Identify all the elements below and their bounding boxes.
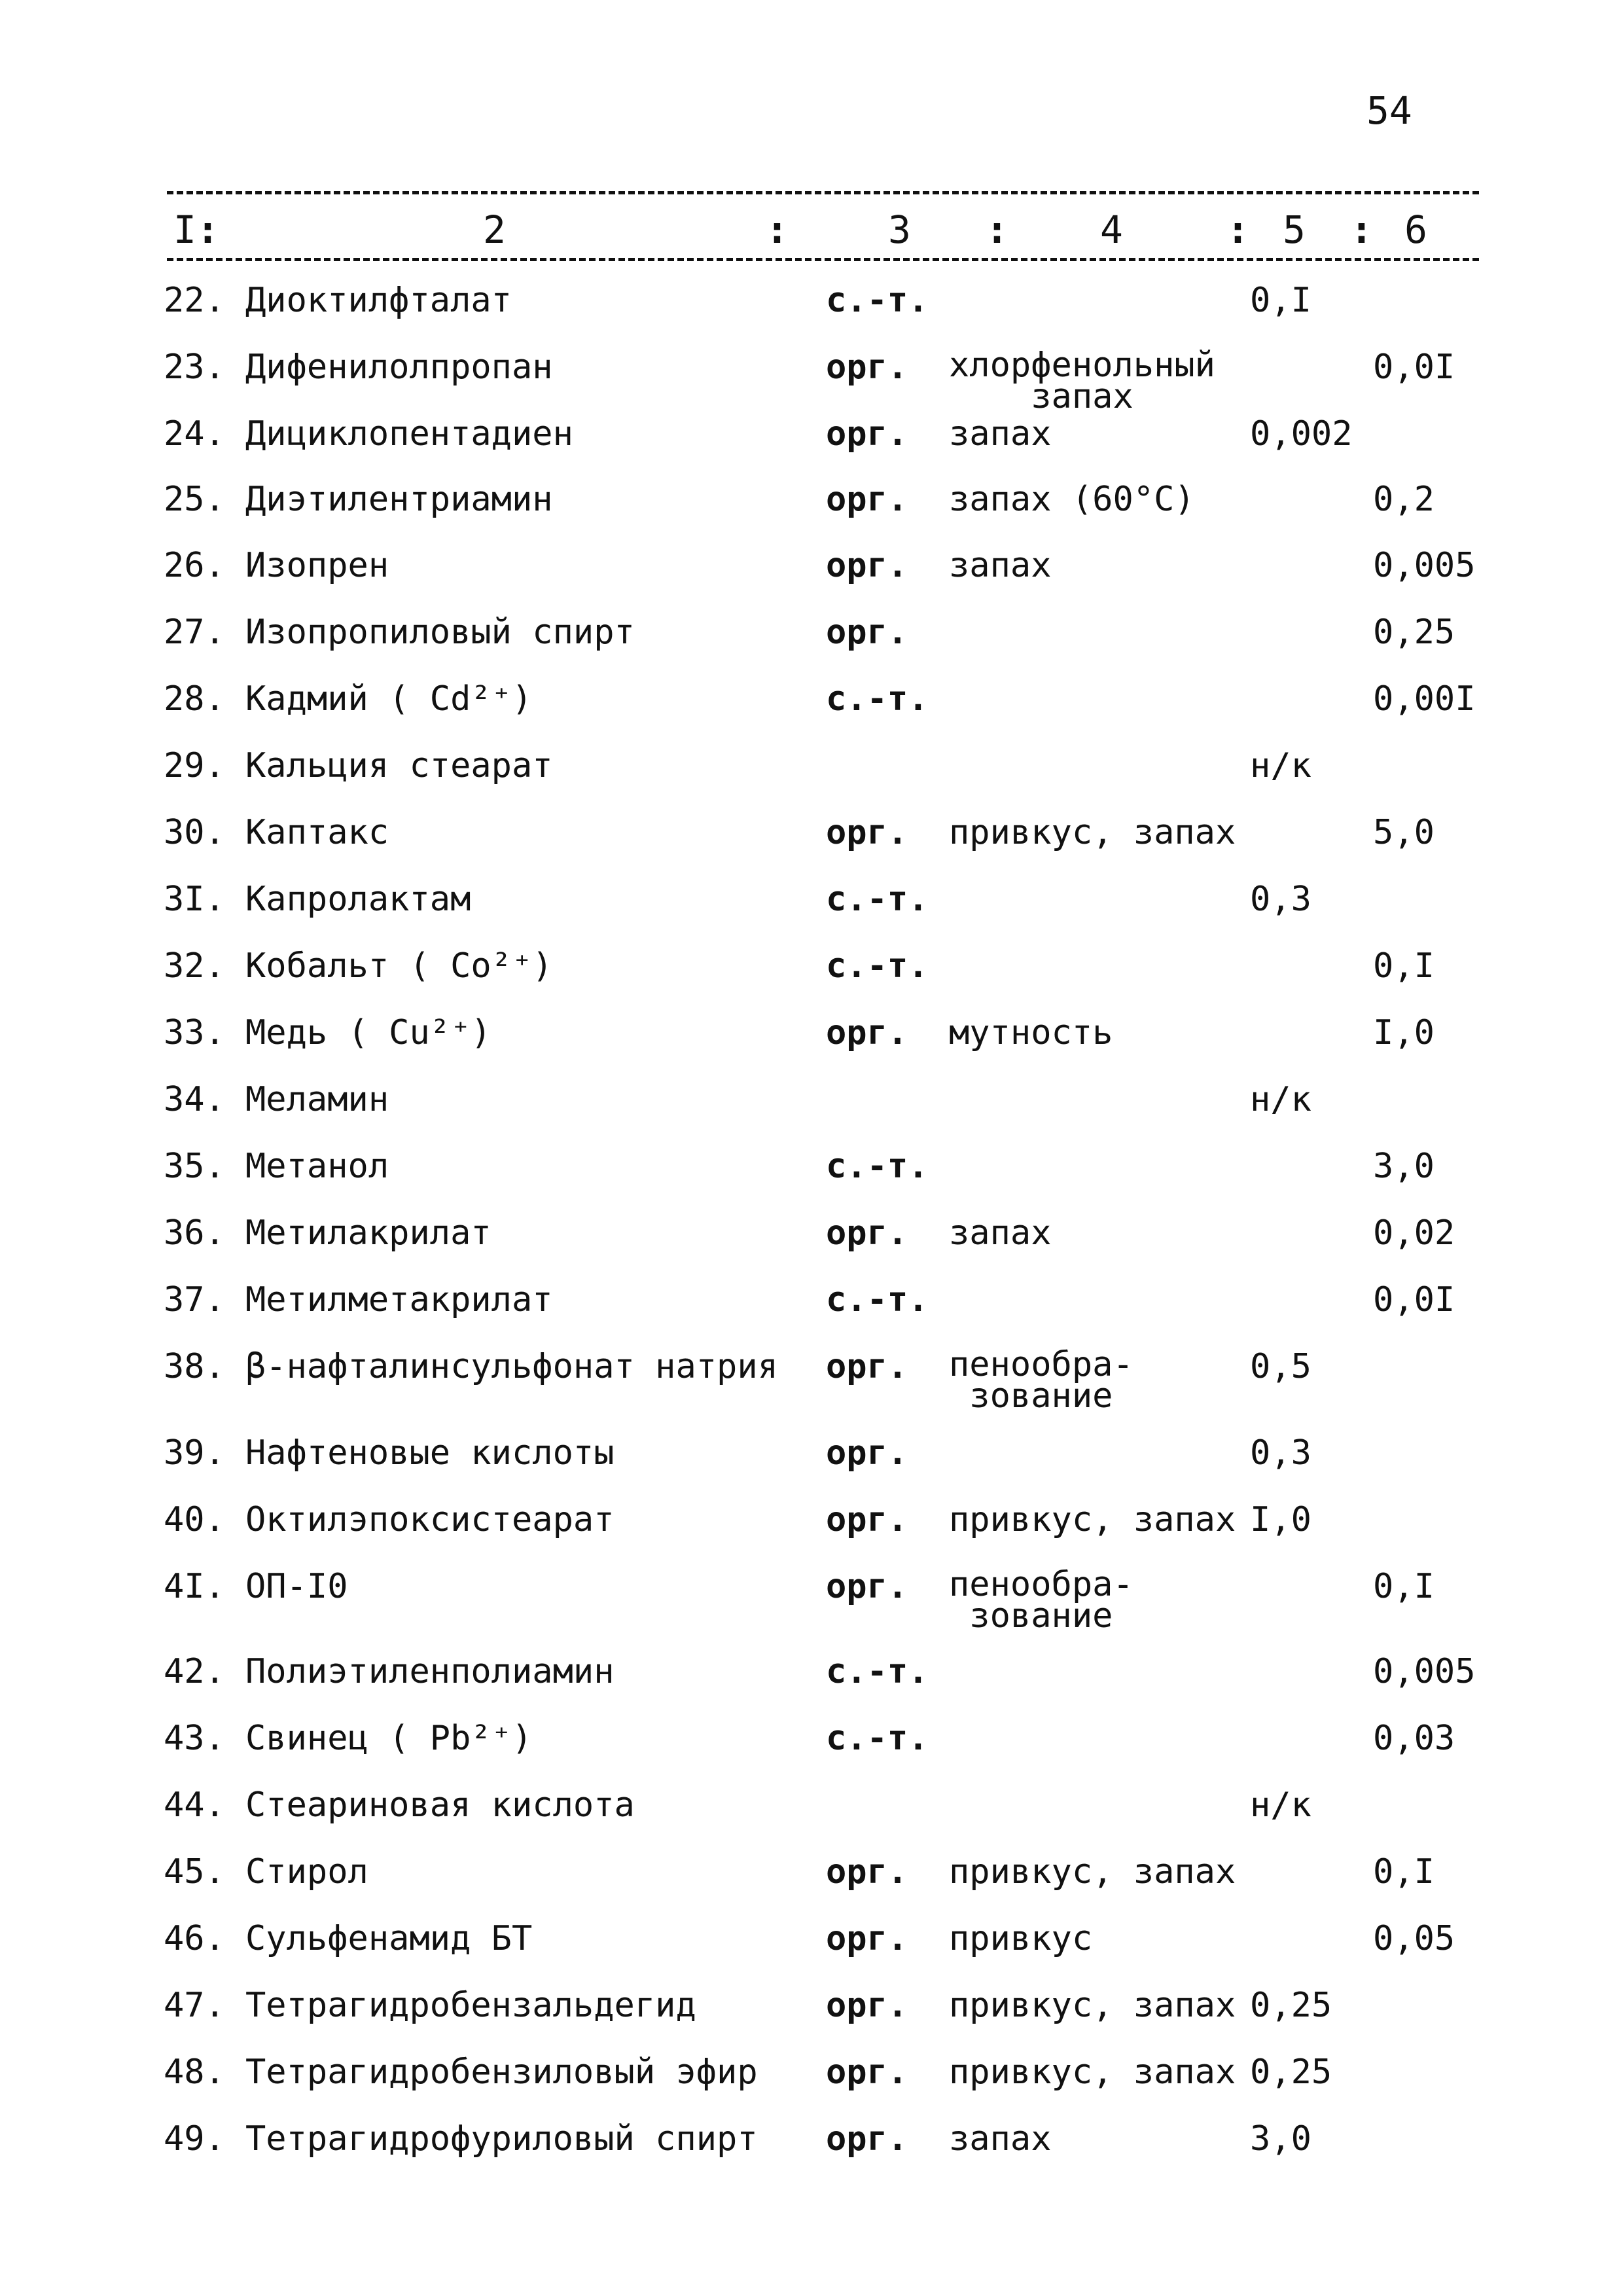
substance-name: Стирол — [245, 1852, 368, 1892]
row-number: 25. — [164, 480, 225, 519]
substance-name: Каптакс — [245, 813, 389, 852]
substance-name: Капролактам — [245, 880, 471, 919]
substance-name: Полиэтиленполиамин — [245, 1652, 615, 1691]
table-row — [0, 283, 1623, 323]
column-header-4: 4 — [1100, 207, 1123, 252]
harmfulness-sign: привкус, запах — [949, 1852, 1236, 1892]
column-separator: : — [1226, 207, 1249, 252]
row-number: 35. — [164, 1147, 225, 1186]
row-number: 48. — [164, 2053, 225, 2092]
row-number: 26. — [164, 546, 225, 585]
table-row — [0, 1852, 1623, 1894]
hazard-indicator: орг. — [826, 1852, 908, 1892]
substance-name: Медь ( Cu²⁺) — [245, 1013, 491, 1052]
value-col-6: 0,03 — [1373, 1719, 1455, 1758]
table-row — [0, 946, 1623, 988]
header-bottom-rule — [167, 258, 1479, 261]
row-number: 28. — [164, 679, 225, 719]
harmfulness-sign: хлорфенольный запах — [949, 346, 1215, 416]
value-col-6: 0,I — [1373, 1852, 1435, 1892]
row-number: 34. — [164, 1080, 225, 1119]
substance-name: Кальция стеарат — [245, 746, 553, 785]
column-separator: : — [766, 207, 789, 252]
substance-name: Метилакрилат — [245, 1213, 491, 1253]
hazard-indicator: орг. — [826, 613, 908, 652]
table-row — [0, 1988, 1623, 2028]
value-col-5: 3,0 — [1250, 2119, 1311, 2159]
table-row — [0, 2119, 1623, 2161]
hazard-indicator: с.-т. — [826, 1280, 929, 1319]
row-number: 30. — [164, 813, 225, 852]
column-header-1: I — [173, 207, 196, 252]
table-row — [0, 1280, 1623, 1322]
value-col-6: 0,0I — [1373, 1280, 1455, 1319]
substance-name: Изопрен — [245, 546, 389, 585]
hazard-indicator: орг. — [826, 1986, 908, 2025]
substance-name: Диэтилентриамин — [245, 480, 553, 519]
hazard-indicator: орг. — [826, 813, 908, 852]
page-number: 54 — [1366, 88, 1412, 133]
substance-name: β-нафталинсульфонат натрия — [245, 1347, 778, 1386]
table-row — [0, 482, 1623, 522]
table-row — [0, 1721, 1623, 1761]
substance-name: Диоктилфталат — [245, 281, 512, 320]
table-row — [0, 1785, 1623, 1827]
table-row — [0, 548, 1623, 588]
column-separator: : — [986, 207, 1008, 252]
substance-name: Дициклопентадиен — [245, 414, 573, 454]
substance-name: Дифенилолпропан — [245, 348, 553, 387]
table-row — [0, 882, 1623, 922]
substance-name: Кадмий ( Cd²⁺) — [245, 679, 533, 719]
row-number: 37. — [164, 1280, 225, 1319]
value-col-5: н/к — [1250, 1785, 1311, 1825]
value-col-5: 0,25 — [1250, 1986, 1332, 2025]
substance-name: Сульфенамид БТ — [245, 1919, 533, 1958]
substance-name: Октилэпоксистеарат — [245, 1500, 615, 1539]
hazard-indicator: орг. — [826, 1500, 908, 1539]
row-number: 47. — [164, 1986, 225, 2025]
harmfulness-sign: привкус, запах — [949, 1500, 1236, 1539]
value-col-6: 0,2 — [1373, 480, 1435, 519]
value-col-5: I,0 — [1250, 1500, 1311, 1539]
hazard-indicator: с.-т. — [826, 1147, 929, 1186]
row-number: 29. — [164, 746, 225, 785]
value-col-6: 0,02 — [1373, 1213, 1455, 1253]
substance-name: Свинец ( Pb²⁺) — [245, 1719, 533, 1758]
row-number: 38. — [164, 1347, 225, 1386]
row-number: 23. — [164, 348, 225, 387]
row-number: 36. — [164, 1213, 225, 1253]
row-number: 46. — [164, 1919, 225, 1958]
substance-name: Нафтеновые кислоты — [245, 1433, 615, 1473]
substance-name: Кобальт ( Co²⁺) — [245, 946, 553, 986]
value-col-6: 5,0 — [1373, 813, 1435, 852]
hazard-indicator: орг. — [826, 1919, 908, 1958]
column-header-5: 5 — [1283, 207, 1306, 252]
column-separator: : — [196, 207, 219, 252]
hazard-indicator: орг. — [826, 2053, 908, 2092]
column-header-2: 2 — [483, 207, 506, 252]
row-number: 32. — [164, 946, 225, 986]
value-col-6: 0,005 — [1373, 546, 1476, 585]
table-row — [0, 1652, 1623, 1694]
row-number: 45. — [164, 1852, 225, 1892]
harmfulness-sign: привкус, запах — [949, 1986, 1236, 2025]
value-col-5: н/к — [1250, 1080, 1311, 1119]
substance-name: Тетрагидробензальдегид — [245, 1986, 696, 2025]
table-row — [0, 1500, 1623, 1542]
row-number: 43. — [164, 1719, 225, 1758]
substance-name: Тетрагидрофуриловый спирт — [245, 2119, 758, 2159]
value-col-6: 0,00I — [1373, 679, 1476, 719]
row-number: 4I. — [164, 1567, 225, 1606]
hazard-indicator: с.-т. — [826, 946, 929, 986]
harmfulness-sign: мутность — [949, 1013, 1113, 1052]
value-col-5: 0,3 — [1250, 880, 1311, 919]
hazard-indicator: с.-т. — [826, 281, 929, 320]
value-col-5: 0,3 — [1250, 1433, 1311, 1473]
hazard-indicator: орг. — [826, 414, 908, 454]
table-row — [0, 1433, 1623, 1475]
row-number: 33. — [164, 1013, 225, 1052]
harmfulness-sign: привкус, запах — [949, 813, 1236, 852]
value-col-5: 0,I — [1250, 281, 1311, 320]
table-row — [0, 813, 1623, 855]
value-col-6: 0,05 — [1373, 1919, 1455, 1958]
table-top-rule — [167, 191, 1479, 194]
substance-name: Изопропиловый спирт — [245, 613, 635, 652]
row-number: 44. — [164, 1785, 225, 1825]
column-header-6: 6 — [1404, 207, 1427, 252]
hazard-indicator: с.-т. — [826, 679, 929, 719]
value-col-5: 0,5 — [1250, 1347, 1311, 1386]
table-row — [0, 1565, 1623, 1636]
hazard-indicator: орг. — [826, 1013, 908, 1052]
hazard-indicator: орг. — [826, 1567, 908, 1606]
substance-name: Меламин — [245, 1080, 389, 1119]
hazard-indicator: с.-т. — [826, 1719, 929, 1758]
row-number: 49. — [164, 2119, 225, 2159]
value-col-6: I,0 — [1373, 1013, 1435, 1052]
hazard-indicator: орг. — [826, 1213, 908, 1253]
value-col-5: н/к — [1250, 746, 1311, 785]
harmfulness-sign: запах — [949, 414, 1052, 454]
harmfulness-sign: привкус, запах — [949, 2053, 1236, 2092]
value-col-5: 0,25 — [1250, 2053, 1332, 2092]
column-separator: : — [1350, 207, 1373, 252]
row-number: 39. — [164, 1433, 225, 1473]
harmfulness-sign: пенообра- зование — [949, 1345, 1133, 1416]
table-row — [0, 1149, 1623, 1189]
value-col-6: 0,25 — [1373, 613, 1455, 652]
value-col-6: 0,005 — [1373, 1652, 1476, 1691]
hazard-indicator: с.-т. — [826, 1652, 929, 1691]
value-col-5: 0,002 — [1250, 414, 1353, 454]
hazard-indicator: орг. — [826, 546, 908, 585]
row-number: 42. — [164, 1652, 225, 1691]
table-row — [0, 1213, 1623, 1255]
harmfulness-sign: привкус — [949, 1919, 1093, 1958]
row-number: 24. — [164, 414, 225, 454]
harmfulness-sign: пенообра- зование — [949, 1565, 1133, 1636]
value-col-6: 0,I — [1373, 946, 1435, 986]
hazard-indicator: орг. — [826, 1347, 908, 1386]
value-col-6: 3,0 — [1373, 1147, 1435, 1186]
hazard-indicator: орг. — [826, 480, 908, 519]
substance-name: Метанол — [245, 1147, 389, 1186]
table-row — [0, 414, 1623, 456]
table-row — [0, 346, 1623, 416]
table-row — [0, 1919, 1623, 1961]
hazard-indicator: орг. — [826, 348, 908, 387]
harmfulness-sign: запах — [949, 2119, 1052, 2159]
row-number: 22. — [164, 281, 225, 320]
substance-name: ОП-I0 — [245, 1567, 348, 1606]
row-number: 27. — [164, 613, 225, 652]
table-row — [0, 1013, 1623, 1055]
hazard-indicator: орг. — [826, 1433, 908, 1473]
table-row — [0, 2055, 1623, 2094]
substance-name: Метилметакрилат — [245, 1280, 553, 1319]
table-row — [0, 679, 1623, 721]
table-row — [0, 1080, 1623, 1122]
table-row — [0, 615, 1623, 655]
harmfulness-sign: запах (60°С) — [949, 480, 1195, 519]
harmfulness-sign: запах — [949, 546, 1052, 585]
hazard-indicator: орг. — [826, 2119, 908, 2159]
row-number: 3I. — [164, 880, 225, 919]
value-col-6: 0,I — [1373, 1567, 1435, 1606]
substance-name: Стеариновая кислота — [245, 1785, 635, 1825]
value-col-6: 0,0I — [1373, 348, 1455, 387]
table-row — [0, 746, 1623, 788]
hazard-indicator: с.-т. — [826, 880, 929, 919]
column-header-3: 3 — [888, 207, 911, 252]
table-row — [0, 1345, 1623, 1416]
row-number: 40. — [164, 1500, 225, 1539]
substance-name: Тетрагидробензиловый эфир — [245, 2053, 758, 2092]
harmfulness-sign: запах — [949, 1213, 1052, 1253]
